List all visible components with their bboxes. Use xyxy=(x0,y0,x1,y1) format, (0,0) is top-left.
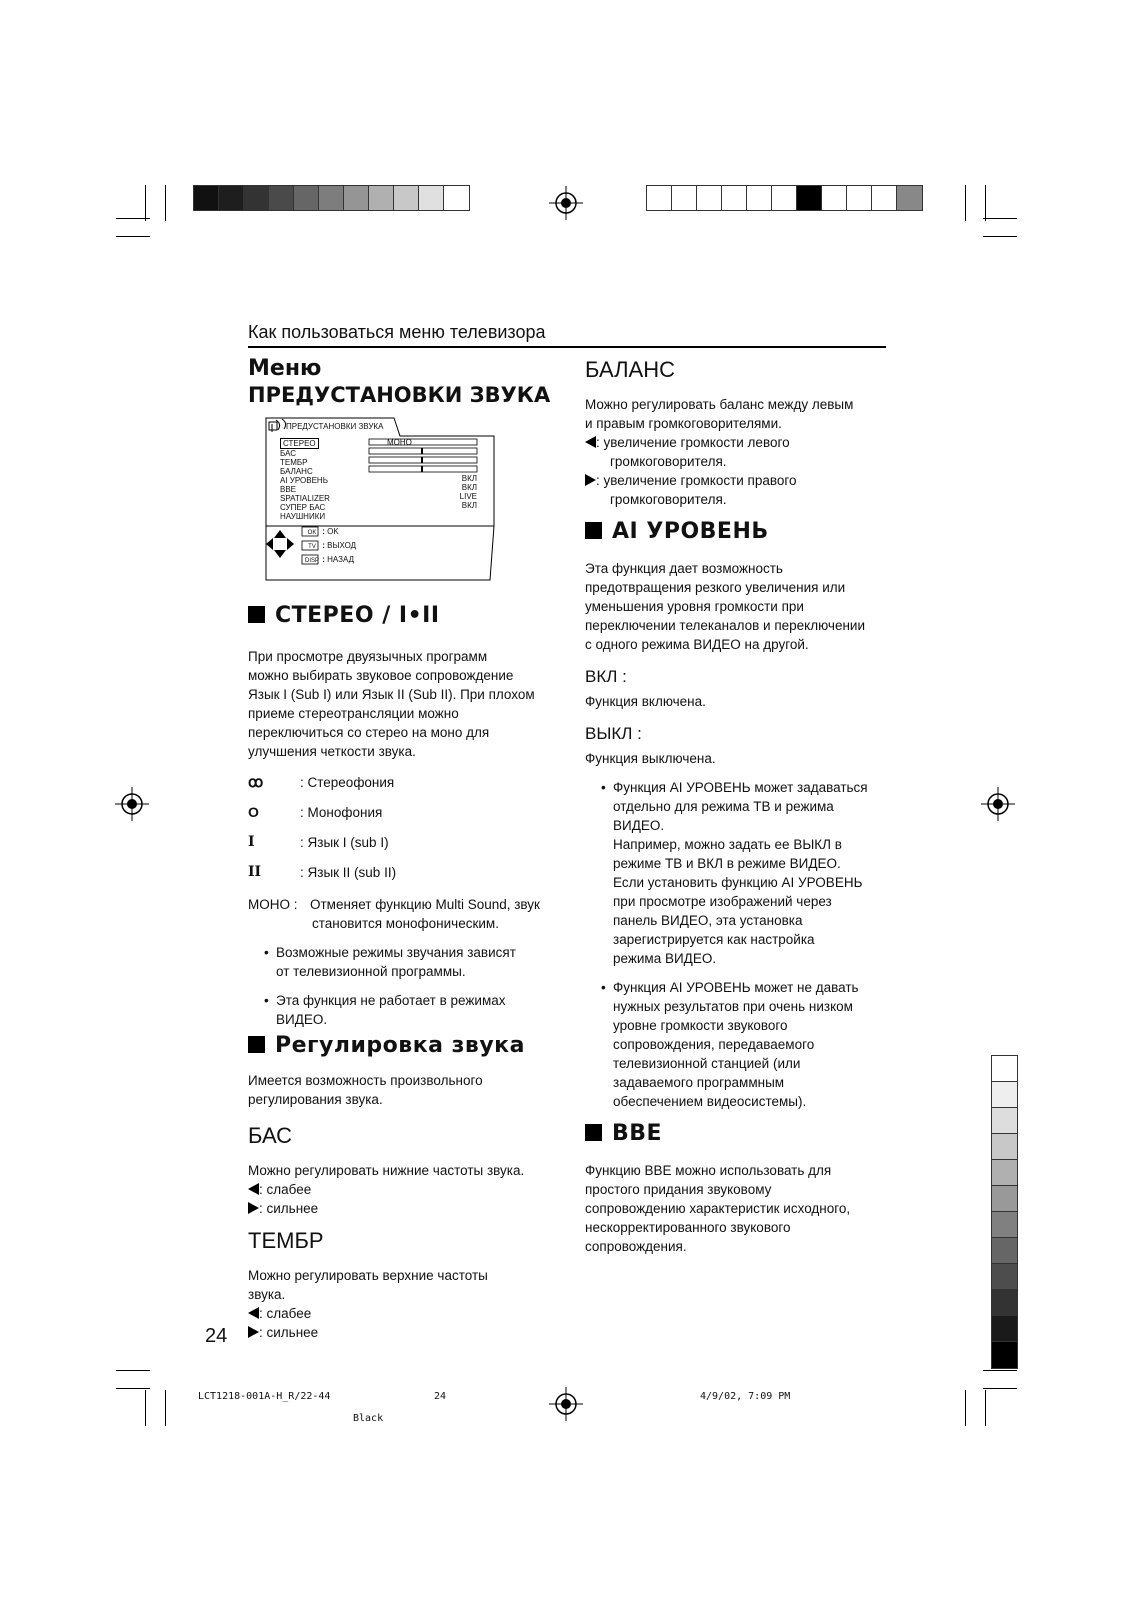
bbe-heading: BBE xyxy=(585,1121,895,1147)
treble-text: Можно регулировать верхние частоты звука. : слабее : сильнее xyxy=(248,1268,488,1340)
ai-on-term: ВКЛ : xyxy=(585,667,627,686)
page-number: 24 xyxy=(205,1325,228,1347)
osd-item: AI УРОВЕНЬ xyxy=(280,476,328,485)
registration-mark-left xyxy=(115,787,149,821)
stereo-section xyxy=(248,603,558,1029)
registration-mark-top xyxy=(549,186,583,220)
regulate-heading: Регулировка звука xyxy=(248,1033,558,1059)
arrow-left-icon xyxy=(248,1307,259,1319)
ai-level-text: Эта функция дает возможность предотвращения резкого увеличения или уменьшения уровня громкости при переключении телеканалов и переключении с одного режима ВИДЕО на другой. xyxy=(585,561,866,652)
balance-text: Можно регулировать баланс между левым и правым громкоговорителями. : увеличение громкости левого громкоговорителя. : увеличение громкости правого громкоговорителя. xyxy=(585,397,854,507)
osd-item: БАЛАНС xyxy=(280,467,313,476)
treble-section xyxy=(248,1228,558,1342)
footer-page: 24 xyxy=(434,1391,447,1402)
regulate-text: Имеется возможность произвольного регулирования звука. xyxy=(248,1073,483,1107)
stereo-notes xyxy=(264,943,558,1029)
registration-mark-bottom xyxy=(549,1387,583,1421)
osd-value: LIVE xyxy=(459,492,477,501)
list-item: • Функция AI УРОВЕНЬ может не давать нужных результатов при очень низком уровне громкости звукового сопровождения, передаваемого телевизионной станцией (или задаваемого программным обеспечением видеосистемы). xyxy=(601,978,895,1111)
footer-file: LCT1218-001A-H_R/22-44 xyxy=(198,1391,331,1402)
arrow-left-icon xyxy=(248,1183,259,1195)
bass-heading: БАС xyxy=(248,1123,293,1148)
osd-item: НАУШНИКИ xyxy=(280,512,326,521)
lang2-symbol-icon: II xyxy=(248,864,262,880)
ai-on-text: Функция включена. xyxy=(585,694,706,709)
osd-key-label: ВЫХОД xyxy=(327,541,357,550)
arrow-right-icon xyxy=(248,1202,259,1214)
osd-key-legend: OK : OK TV : ВЫХОД DISP : НАЗАД xyxy=(304,527,357,564)
osd-key-label: OK xyxy=(327,527,339,536)
page-header-title: Как пользоваться меню телевизора xyxy=(248,322,546,342)
osd-item: СТЕРЕО xyxy=(280,438,319,449)
arrow-right-icon xyxy=(248,1326,259,1338)
section-title-menu: Меню xyxy=(248,356,322,381)
osd-stereo-value: МОНО xyxy=(387,438,412,447)
osd-key: DISP xyxy=(304,558,319,564)
page-header xyxy=(248,320,886,348)
osd-tab-label: ПРЕДУСТАНОВКИ ЗВУКА xyxy=(286,422,384,431)
footer-date: 4/9/02, 7:09 PM xyxy=(700,1391,791,1402)
stereo-legend: ꝏ : Стереофония O : Монофония I : Язык I (sub I) II : Язык II (sub II) xyxy=(248,773,558,893)
lang1-symbol-icon: I xyxy=(248,834,255,850)
regulate-section xyxy=(248,1033,558,1109)
mono-definition: МОНО : Отменяет функцию Multi Sound, звук становится монофоническим. xyxy=(248,897,540,931)
stereo-heading: СТЕРЕО / I•II xyxy=(248,603,558,629)
osd-item: ТЕМБР xyxy=(280,458,308,467)
footer-plate: Black xyxy=(353,1413,384,1424)
section-title-sound-preset: ПРЕДУСТАНОВКИ ЗВУКА xyxy=(248,383,551,407)
osd-value: ВКЛ xyxy=(461,483,477,492)
osd-menu-list xyxy=(280,438,330,521)
stereo-symbol-icon: ꝏ xyxy=(248,774,264,791)
stereo-text: При просмотре двуязычных программ можно выбирать звуковое сопровождение Язык I (Sub I) или Язык II (Sub II). При плохом приеме стереотрансляции можно переключиться со стерео на моно для улучшения четкости звука. xyxy=(248,649,535,759)
osd-illustration xyxy=(262,416,500,581)
bass-text: Можно регулировать нижние частоты звука. : слабее : сильнее xyxy=(248,1163,525,1216)
bass-section xyxy=(248,1123,558,1218)
treble-heading: ТЕМБР xyxy=(248,1228,324,1253)
osd-value: ВКЛ xyxy=(461,501,477,510)
registration-mark-right xyxy=(981,787,1015,821)
gray-scale-strip-right xyxy=(646,185,923,211)
ai-level-section xyxy=(585,519,895,1111)
list-item: • Возможные режимы звучания зависят от телевизионной программы. xyxy=(264,943,558,981)
ai-off-term: ВЫКЛ : xyxy=(585,724,642,743)
ai-level-heading: AI УРОВЕНЬ xyxy=(585,519,895,545)
osd-item: BBE xyxy=(280,485,297,494)
list-item: • Функция AI УРОВЕНЬ может задаваться отдельно для режима ТВ и режима ВИДЕО. Например, можно задать ее ВЫКЛ в режиме ТВ и ВКЛ в режиме ВИДЕО. Если установить функцию AI УРОВЕНЬ при просмотре изображений через панель ВИДЕО, эта установка зарегистрируется как настройка режима ВИДЕО. xyxy=(601,778,895,968)
osd-key: TV xyxy=(308,544,316,550)
osd-key: OK xyxy=(307,530,317,536)
osd-item: SPATIALIZER xyxy=(280,494,330,503)
balance-section xyxy=(585,357,895,509)
osd-values xyxy=(442,474,477,510)
bbe-text: Функцию BBE можно использовать для простого придания звуковому сопровождению характеристик исходного, нескорректированного звукового сопровождения. xyxy=(585,1163,851,1254)
osd-value: ВКЛ xyxy=(461,474,477,483)
left-column xyxy=(248,356,558,408)
gray-scale-strip-left xyxy=(193,185,470,211)
bbe-section xyxy=(585,1121,895,1256)
ai-off-text: Функция выключена. xyxy=(585,751,716,766)
arrow-left-icon xyxy=(585,436,596,448)
mono-term: МОНО : xyxy=(248,897,298,912)
osd-item: СУПЕР БАС xyxy=(280,503,326,512)
list-item: • Эта функция не работает в режимах ВИДЕО. xyxy=(264,991,558,1029)
balance-heading: БАЛАНС xyxy=(585,357,675,382)
osd-key-label: НАЗАД xyxy=(327,555,355,564)
square-bullet-icon xyxy=(585,1124,602,1141)
square-bullet-icon xyxy=(248,1036,265,1053)
osd-item: БАС xyxy=(280,449,297,458)
square-bullet-icon xyxy=(585,522,602,539)
arrow-right-icon xyxy=(585,474,596,486)
mono-symbol-icon: O xyxy=(248,804,259,820)
gray-scale-strip-vertical xyxy=(991,1055,1018,1369)
square-bullet-icon xyxy=(248,606,265,623)
